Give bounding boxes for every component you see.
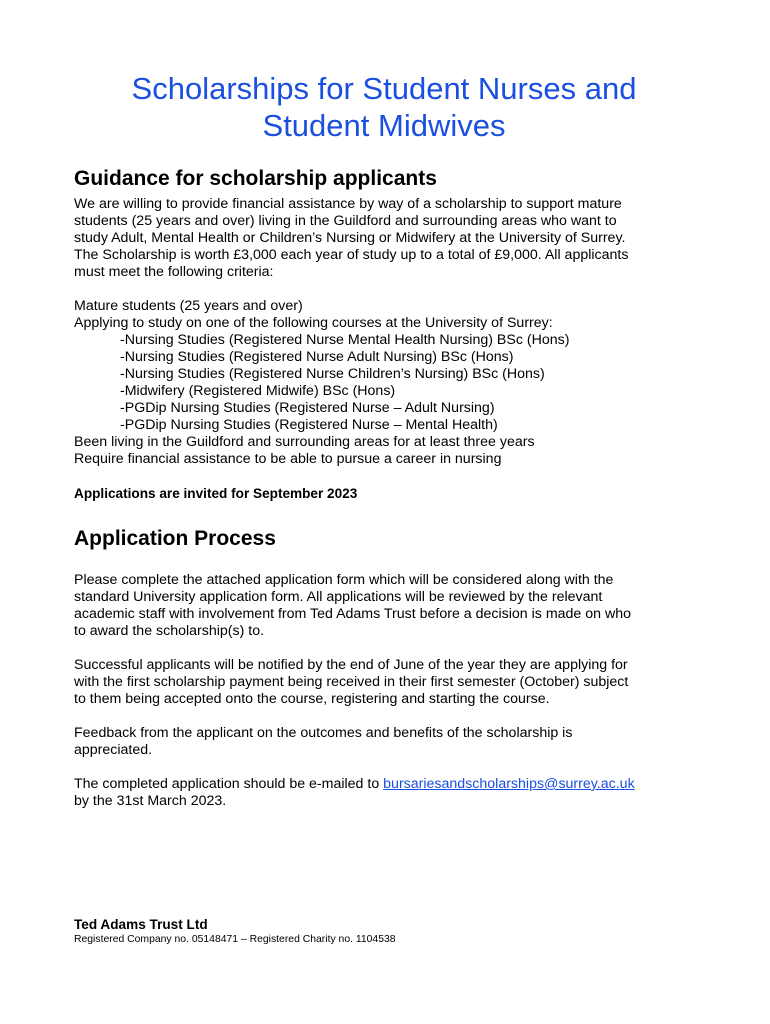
paragraph-line: with the first scholarship payment being received in their first semester (October) subject [74, 674, 629, 690]
intro-line: students (25 years and over) living in the Guildford and surrounding areas who want to [74, 213, 617, 229]
process-paragraph-form [74, 572, 694, 640]
intro-line: must meet the following criteria: [74, 264, 274, 280]
intro-line: The Scholarship is worth £3,000 each year of study up to a total of £9,000. All applicants [74, 247, 629, 263]
course-item: -Nursing Studies (Registered Nurse Adult Nursing) BSc (Hons) [120, 349, 514, 365]
page-title-line-1: Scholarships for Student Nurses and [131, 71, 637, 106]
application-process-heading: Application Process [74, 527, 276, 550]
paragraph-line: Feedback from the applicant on the outcomes and benefits of the scholarship is [74, 725, 573, 741]
process-paragraph-notification [74, 657, 694, 708]
footer-organisation-name: Ted Adams Trust Ltd [74, 917, 208, 932]
course-item: -Nursing Studies (Registered Nurse Mental Health Nursing) BSc (Hons) [120, 332, 570, 348]
intro-line: study Adult, Mental Health or Children’s Nursing or Midwifery at the University of Surrey. [74, 230, 626, 246]
guidance-heading: Guidance for scholarship applicants [74, 167, 437, 190]
course-item: -Midwifery (Registered Midwife) BSc (Hons) [120, 383, 396, 399]
criteria-item-courses: Applying to study on one of the following courses at the University of Surrey: [74, 315, 553, 331]
document-page [74, 70, 694, 810]
page-title-line-2: Student Midwives [262, 108, 506, 143]
footer-registration: Registered Company no. 05148471 – Registered Charity no. 1104538 [74, 934, 396, 945]
footer [74, 916, 396, 946]
process-paragraph-feedback [74, 725, 694, 759]
course-item: -Nursing Studies (Registered Nurse Children’s Nursing) BSc (Hons) [120, 366, 545, 382]
criteria-item-financial: Require financial assistance to be able to pursue a career in nursing [74, 451, 502, 467]
paragraph-line: academic staff with involvement from Ted Adams Trust before a decision is made on who [74, 606, 632, 622]
criteria-list [74, 298, 694, 468]
submission-line [74, 776, 694, 793]
paragraph-line: appreciated. [74, 742, 153, 758]
course-item: -PGDip Nursing Studies (Registered Nurse – Mental Health) [120, 417, 498, 433]
intro-line: We are willing to provide financial assistance by way of a scholarship to support mature [74, 196, 622, 212]
criteria-item-living: Been living in the Guildford and surrounding areas for at least three years [74, 434, 535, 450]
paragraph-line: Please complete the attached application form which will be considered along with the [74, 572, 614, 588]
process-paragraph-submission [74, 776, 694, 810]
page-title [74, 70, 694, 144]
criteria-item-mature: Mature students (25 years and over) [74, 298, 303, 314]
submission-deadline: by the 31st March 2023. [74, 793, 227, 809]
course-item: -PGDip Nursing Studies (Registered Nurse – Adult Nursing) [120, 400, 495, 416]
email-link[interactable]: bursariesandscholarships@surrey.ac.uk [383, 776, 635, 792]
paragraph-line: to award the scholarship(s) to. [74, 623, 265, 639]
guidance-intro-paragraph [74, 196, 694, 281]
paragraph-line: to them being accepted onto the course, registering and starting the course. [74, 691, 550, 707]
paragraph-line: Successful applicants will be notified by the end of June of the year they are applying for [74, 657, 628, 673]
paragraph-line: standard University application form. All applications will be reviewed by the relevant [74, 589, 603, 605]
applications-invited-notice: Applications are invited for September 2023 [74, 486, 358, 501]
submission-prefix: The completed application should be e-mailed to [74, 776, 384, 792]
